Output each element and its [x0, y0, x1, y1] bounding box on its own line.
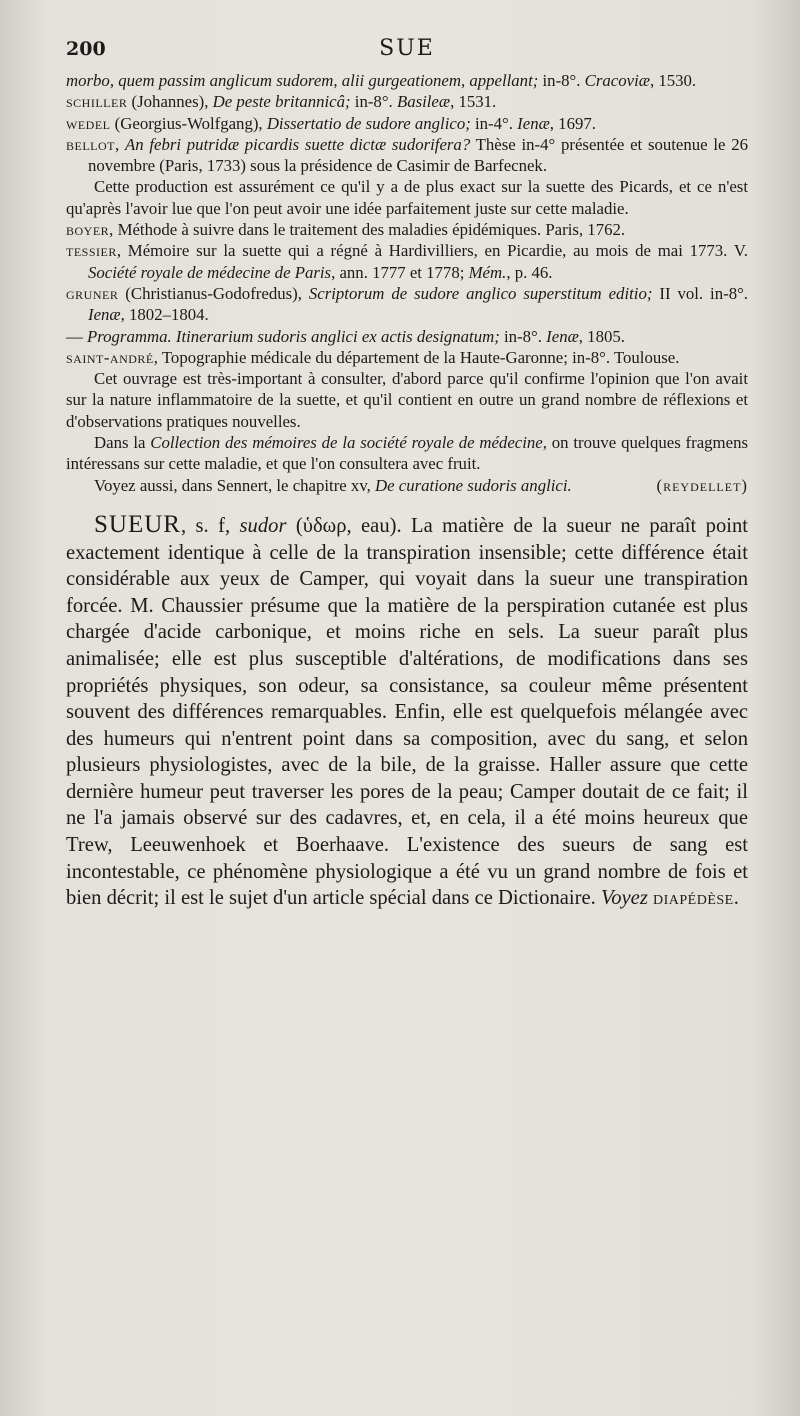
bibliography-entry [66, 347, 748, 368]
italic-title: De curatione sudoris anglici. [375, 475, 572, 495]
italic-title: Cracoviæ [584, 71, 650, 90]
entry-text: , 1802–1804. [120, 305, 209, 325]
author-signature: (reydellet) [656, 475, 748, 495]
bibliography-entry [66, 113, 748, 134]
entry-text: , 1805. [578, 326, 625, 346]
italic-title: Ienæ [517, 113, 550, 133]
entry-text: in-8°. [350, 92, 397, 112]
bibliography-entry [66, 219, 748, 240]
entry-text: Cette production est assurément ce qu'il y a de plus exact sur la suette des Picards, et ce n'est qu'après l'avoir lue que l'on peut avoir une idée parfaitement juste sur cette maladie. [66, 177, 748, 218]
article-sueur [66, 512, 748, 912]
entry-text: (Christianus-Godofredus), [118, 283, 309, 303]
entry-text: II vol. in-8°. [652, 283, 748, 303]
page-number: 200 [66, 38, 106, 60]
italic-title: Ienæ [88, 305, 121, 325]
entry-text: Dans la [94, 433, 151, 453]
entry-text: Thèse in-4° présentée et soutenue le 26 novembre (Paris, 1733) sous la présidence de Casimir de Barfecnek. [88, 134, 748, 176]
italic-title: Scriptorum de sudore anglico superstitum editio; [308, 283, 653, 303]
entry-text: in-8°. [538, 71, 585, 90]
bibliography-entry [66, 283, 748, 326]
bibliography-entry [66, 326, 748, 347]
author-name: saint-andré [66, 347, 154, 367]
author-name: boyer [66, 220, 110, 240]
italic-title: De peste britannicâ; [212, 92, 351, 112]
entry-text: (Georgius-Wolfgang), [110, 113, 267, 133]
see-target: diapédèse. [653, 887, 740, 910]
entry-text: , [115, 134, 125, 154]
running-head-word: SUE [379, 36, 435, 61]
italic-title: morbo, quem passim anglicum sudorem, alii gurgeationem, appellant; [66, 71, 539, 90]
entry-text: Voyez aussi, dans Sennert, le chapitre xv, [94, 475, 376, 495]
entry-text: , Topographie médicale du département de la Haute-Garonne; in-8°. Toulouse. [153, 347, 680, 367]
italic-title: Programma. Itinerarium sudoris anglici ex actis designatum; [86, 326, 500, 346]
bibliography-entry [66, 91, 748, 112]
entry-text: , 1697. [549, 113, 596, 133]
running-head [66, 34, 748, 70]
greek-etymology: (ὑδωρ, eau). [286, 514, 412, 537]
grammar-label: , s. f, [180, 514, 240, 537]
author-name: gruner [66, 283, 119, 303]
article-headword: SUEUR [94, 510, 181, 538]
entry-text: , Méthode à suivre dans le traitement des maladies épidémiques. Paris, 1762. [109, 220, 626, 240]
commentary-paragraph [66, 432, 748, 475]
author-name: tessier [66, 241, 117, 261]
entry-text: in-8°. [499, 326, 547, 346]
latin-term: sudor [239, 514, 287, 537]
italic-title: Mém. [468, 262, 507, 282]
see-label: Voyez [600, 887, 648, 910]
entry-text: Cet ouvrage est très-important à consulter, d'abord parce qu'il confirme l'opinion que l'on avait sur la nature inflammatoire de la suette, et qu'il contient en outre un grand nombre de réflexions et d'observations pratiques nouvelles. [66, 369, 748, 431]
bibliography-section [66, 70, 748, 496]
italic-title: Dissertatio de sudore anglico; [266, 113, 471, 133]
entry-text: , Mémoire sur la suette qui a régné à Hardivilliers, en Picardie, au mois de mai 1773. V. [116, 241, 748, 261]
entry-text: , 1531. [450, 92, 497, 112]
commentary-paragraph [66, 368, 748, 432]
article-body: La matière de la sueur ne paraît point exactement identique à celle de la transpiration insensible; cette différence était considérable aux yeux de Camper, qui voyait dans la sueur une transpiration forcée. M. Chaussier présume que la matière de la perspiration cutanée est plus chargée d'acide carbonique, et moins riche en sels. La sueur paraît plus animalisée; elle est plus susceptible d'altérations, de modifications dans ses propriétés physiques, son odeur, sa consistance, sa couleur même présentent souvent des différences remarquables. Enfin, elle est quelquefois mélangée avec des humeurs qui n'entrent point dans sa composition, avec du sang, et selon plusieurs physiologistes, avec de la bile, de la graisse. Haller assure que cette dernière humeur peut traverser les pores de la peau; Camper doutait de ce fait; il ne l'a jamais observé sur des cadavres, et, en cela, il a été moins heureux que Trew, Leeuwenhoek et Boerhaave. L'existence des sueurs de sang est incontestable, ce phénomène physiologique a été vu un grand nombre de fois et bien décrit; il est le sujet d'un article spécial dans ce Dictionaire. [66, 514, 748, 910]
commentary-paragraph [66, 475, 748, 496]
author-name: bellot [66, 134, 115, 154]
entry-text: in-4°. [470, 113, 518, 133]
bibliography-entry [66, 240, 748, 283]
entry-text: (Johannes), [127, 92, 213, 112]
author-name: schiller [66, 92, 128, 112]
italic-title: An febri putridæ picardis suette dictæ sudorifera? [124, 134, 471, 154]
commentary-paragraph [66, 176, 748, 219]
entry-text: , ann. 1777 et 1778; [331, 262, 469, 282]
bibliography-entry [66, 134, 748, 177]
entry-text: — [66, 326, 87, 346]
entry-text: , 1530. [649, 71, 697, 90]
entry-text: , on trouve quelques fragmens intéressans sur cette maladie, et que l'on consultera avec fruit. [66, 433, 748, 474]
bibliography-entry [66, 70, 748, 91]
italic-title: Basileæ [396, 92, 451, 112]
italic-title: Société royale de médecine de Paris [88, 262, 332, 282]
entry-text: , p. 46. [506, 262, 553, 282]
italic-title: Collection des mémoires de la société royale de médecine [150, 433, 543, 453]
author-name: wedel [66, 113, 111, 133]
italic-title: Ienæ [546, 326, 579, 346]
